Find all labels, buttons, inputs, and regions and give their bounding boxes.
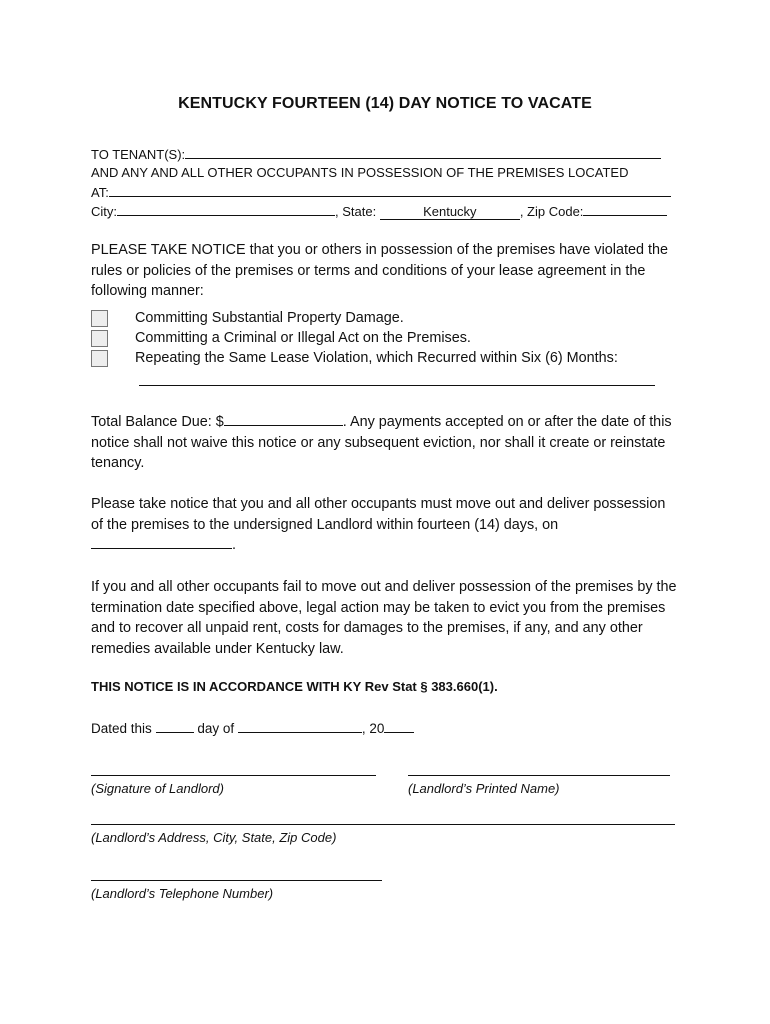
- year-prefix: , 20: [361, 721, 385, 736]
- checkbox-criminal-act[interactable]: [91, 330, 108, 347]
- zip-label: , Zip Code:: [519, 204, 584, 219]
- dated-prefix: Dated this: [91, 721, 152, 736]
- landlord-telephone-caption: (Landlord’s Telephone Number): [91, 886, 274, 901]
- year-field[interactable]: [384, 720, 414, 733]
- checkbox-repeat-violation[interactable]: [91, 350, 108, 367]
- option-repeat-violation: Repeating the Same Lease Violation, which Recurred within Six (6) Months:: [135, 350, 618, 366]
- balance-text: . Any payments accepted on or after the date of this notice shall not waive this notice or any subsequent eviction, nor shall it create or reinstate tenancy.: [91, 414, 672, 471]
- checkbox-property-damage[interactable]: [91, 310, 108, 327]
- landlord-signature-line[interactable]: [91, 775, 376, 776]
- at-label: AT:: [91, 185, 109, 200]
- move-out-date-field[interactable]: [91, 536, 232, 549]
- state-label: , State:: [335, 204, 377, 219]
- city-field[interactable]: [117, 203, 335, 216]
- move-out-paragraph: [91, 494, 681, 556]
- dated-line: [91, 720, 414, 736]
- statute-line: THIS NOTICE IS IN ACCORDANCE WITH KY Rev Stat § 383.660(1).: [91, 679, 498, 694]
- landlord-printed-name-line[interactable]: [408, 775, 670, 776]
- day-field[interactable]: [156, 720, 194, 733]
- tenant-name-field[interactable]: [185, 146, 661, 159]
- to-tenants-label: TO TENANT(S):: [91, 147, 186, 162]
- landlord-address-caption: (Landlord’s Address, City, State, Zip Code): [91, 830, 337, 845]
- balance-label: Total Balance Due: $: [91, 414, 224, 430]
- balance-paragraph: [91, 412, 681, 474]
- city-state-zip-line: [91, 203, 667, 220]
- landlord-signature-caption: (Signature of Landlord): [91, 781, 224, 796]
- landlord-address-line[interactable]: [91, 824, 675, 825]
- move-out-text: Please take notice that you and all other occupants must move out and deliver possession of the premises to the undersigned Landlord within fourteen (14) days, on: [91, 496, 666, 533]
- option-criminal-act: Committing a Criminal or Illegal Act on the Premises.: [135, 330, 471, 346]
- premises-line: [91, 184, 671, 200]
- premises-address-field[interactable]: [109, 184, 671, 197]
- day-of-label: day of: [197, 721, 235, 736]
- balance-amount-field[interactable]: [224, 413, 343, 426]
- city-label: City:: [91, 204, 117, 219]
- tenant-line: [91, 146, 661, 162]
- notice-intro: PLEASE TAKE NOTICE that you or others in possession of the premises have violated the rules or policies of the premises or terms and conditions of your lease agreement in the following manner:: [91, 242, 668, 299]
- landlord-printed-name-caption: (Landlord’s Printed Name): [408, 781, 560, 796]
- document-title: KENTUCKY FOURTEEN (14) DAY NOTICE TO VACATE: [178, 95, 592, 112]
- consequence-paragraph: If you and all other occupants fail to move out and deliver possession of the premises by the termination date specified above, legal action may be taken to evict you from the premises and to recover all unpaid rent, costs for damages to the premises, if any, and any other remedies available under Kentucky law.: [91, 579, 677, 657]
- violation-details-field[interactable]: [139, 385, 655, 386]
- occupants-line: AND ANY AND ALL OTHER OCCUPANTS IN POSSESSION OF THE PREMISES LOCATED: [91, 165, 629, 180]
- state-field[interactable]: Kentucky: [380, 205, 520, 220]
- zip-code-field[interactable]: [583, 203, 667, 216]
- month-field[interactable]: [238, 720, 362, 733]
- move-out-end: .: [232, 537, 236, 553]
- landlord-telephone-line[interactable]: [91, 880, 382, 881]
- option-property-damage: Committing Substantial Property Damage.: [135, 310, 404, 326]
